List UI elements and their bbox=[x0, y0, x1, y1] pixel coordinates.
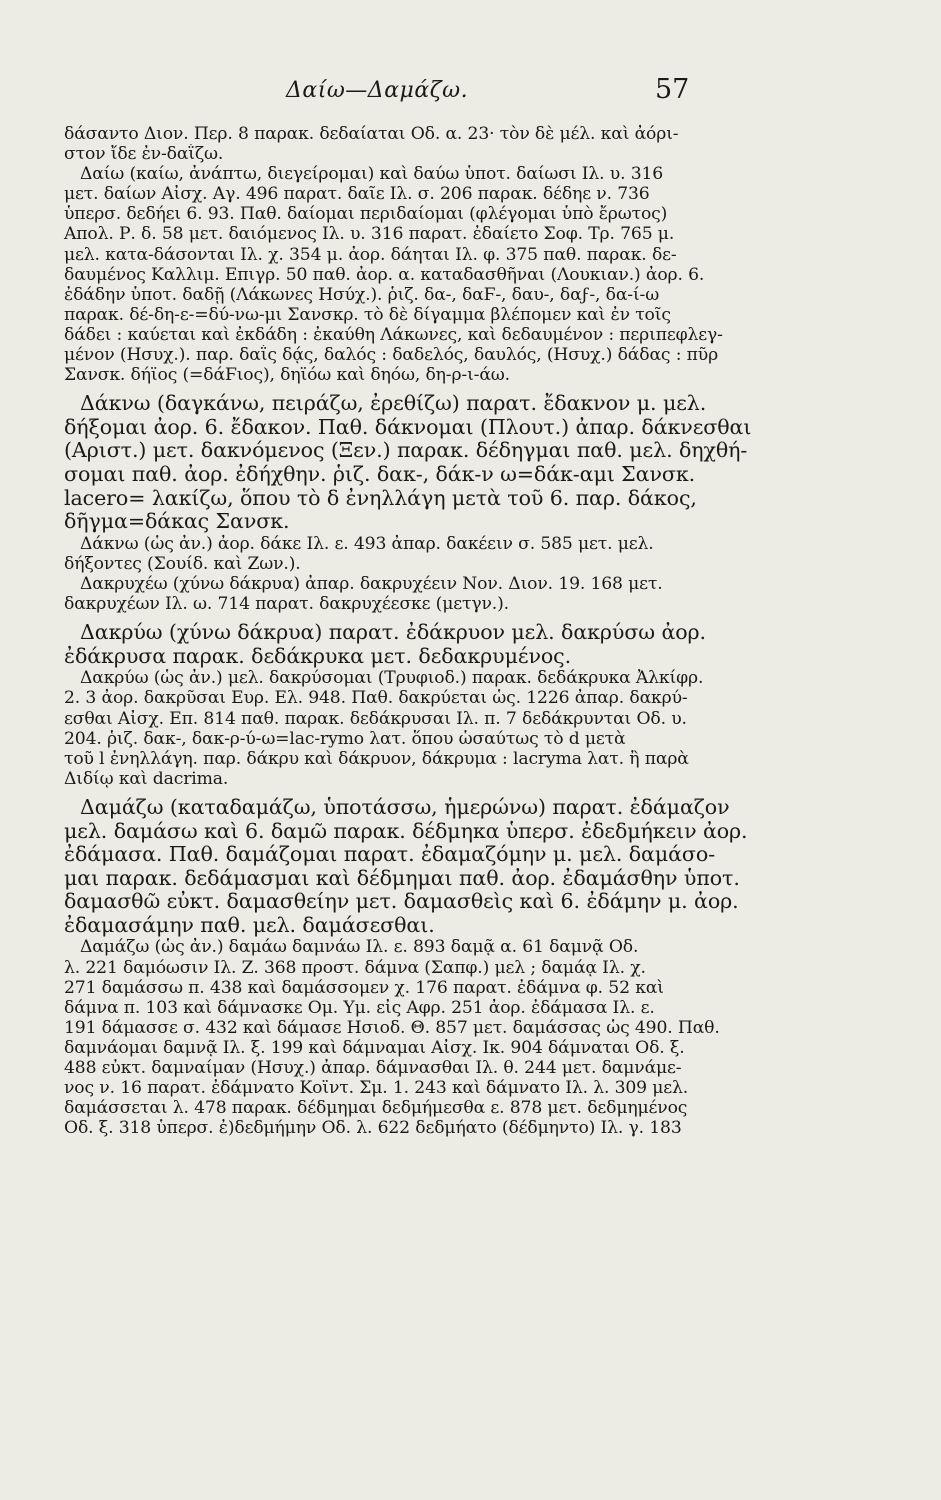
text-line: δήξομαι ἀορ. 6. ἔδακον. Παθ. δάκνομαι (Πλουτ.) ἀπαρ. δάκνεσθαι bbox=[64, 415, 752, 439]
text-line: μελ. κατα-δάσονται Ιλ. χ. 354 μ. ἀορ. δάηται Ιλ. φ. 375 παθ. παρακ. δε- bbox=[64, 244, 677, 265]
text-line: 2. 3 ἀορ. δακρῦσαι Ευρ. Ελ. 948. Παθ. δακρύεται ὡς. 1226 ἀπαρ. δακρύ- bbox=[64, 688, 688, 709]
entry-gap bbox=[60, 614, 922, 621]
entry-gap bbox=[60, 789, 922, 796]
text-line: 191 δάμασσε σ. 432 καὶ δάμασε Ησιοδ. Θ. 857 μετ. δαμάσσας ὡς 490. Παθ. bbox=[64, 1017, 720, 1038]
text-line: τοῦ l ἐνηλλάγη. παρ. δάκρυ καὶ δάκρυον, δάκρυμα : lacryma λατ. ἢ παρὰ bbox=[64, 748, 689, 769]
text-line: δάδει : καύεται καὶ ἐκδάδη : ἐκαύθη Λάκωνες, καὶ δεδαυμένον : περιπεφλεγ- bbox=[64, 324, 723, 345]
entry-first-line: Δακρύω (χύνω δάκρυα) παρατ. ἐδάκρυον μελ. δακρύσω ἀορ. bbox=[80, 621, 707, 645]
text-line: δαμάσσεται λ. 478 παρακ. δέδμημαι δεδμήμεσθα ε. 878 μετ. δεδμημένος bbox=[64, 1098, 688, 1119]
text-line: Διδίῳ καὶ dacrima. bbox=[64, 768, 229, 789]
entry-first-line: Δακρυχέω (χύνω δάκρυα) ἀπαρ. δακρυχέειν Νον. Διον. 19. 168 μετ. bbox=[80, 573, 663, 594]
text-line: μελ. δαμάσω καὶ 6. δαμῶ παρακ. δέδμηκα ὑπερσ. ἐδεδμήκειν ἀορ. bbox=[64, 819, 748, 843]
text-line: μετ. δαίων Αἰσχ. Αγ. 496 παρατ. δαῖε Ιλ. σ. 206 παρακ. δέδηε ν. 736 bbox=[64, 184, 650, 205]
entry-gap bbox=[60, 385, 922, 392]
text-line: 488 εὐκτ. δαμναίμαν (Ησυχ.) ἀπαρ. δάμνασθαι Ιλ. θ. 244 μετ. δαμνάμε- bbox=[64, 1058, 682, 1079]
text-line: δαυμένος Καλλιμ. Επιγρ. 50 παθ. ἀορ. α. καταδασθῆναι (Λουκιαν.) ἀορ. 6. bbox=[64, 264, 705, 285]
text-line: δῆγμα=δάκας Σανσκ. bbox=[64, 510, 290, 534]
entry-first-line: Δακρύω (ὡς ἀν.) μελ. δακρύσομαι (Τρυφιοδ.) παρακ. δεδάκρυκα Ἀλκίφρ. bbox=[80, 668, 704, 689]
text-line: δαμνάομαι δαμνᾷ Ιλ. ξ. 199 καὶ δάμναμαι Αἰσχ. Ικ. 904 δάμναται Οδ. ξ. bbox=[64, 1037, 685, 1058]
page-header bbox=[0, 74, 941, 118]
text-line: lacero= λακίζω, ὅπου τὸ δ ἐνηλλάγη μετὰ τοῦ 6. παρ. δάκος, bbox=[64, 486, 697, 510]
text-line: δαμασθῶ εὐκτ. δαμασθείην μετ. δαμασθεὶς καὶ 6. ἐδάμην μ. ἀορ. bbox=[64, 890, 739, 914]
text-line: ὑπερσ. δεδήει 6. 93. Παθ. δαίομαι περιδαίομαι (φλέγομαι ὑπὸ ἔρωτος) bbox=[64, 204, 668, 225]
text-line: Οδ. ξ. 318 ὑπερσ. ἐ)δεδμήμην Οδ. λ. 622 δεδμήατο (δέδμηντο) Ιλ. γ. 183 bbox=[64, 1118, 682, 1139]
text-line: στον ἴδε ἐν-δαΐζω. bbox=[64, 144, 224, 165]
text-line: ἐδαμασάμην παθ. μελ. δαμάσεσθαι. bbox=[64, 913, 435, 937]
page-body bbox=[60, 124, 922, 1138]
text-line: λ. 221 δαμόωσιν Ιλ. Ζ. 368 προστ. δάμνα (Σαπφ.) μελ ; δαμάᾳ Ιλ. χ. bbox=[64, 957, 646, 978]
text-line: δάμνα π. 103 καὶ δάμνασκε Ομ. Υμ. εἰς Αφρ. 251 ἀορ. ἐδάμασα Ιλ. ε. bbox=[64, 997, 655, 1018]
entry-first-line: Δάκνω (ὡς ἀν.) ἀορ. δάκε Ιλ. ε. 493 ἀπαρ. δακέειν σ. 585 μετ. μελ. bbox=[80, 533, 654, 554]
entry-first-line: Δάκνω (δαγκάνω, πειράζω, ἐρεθίζω) παρατ. ἔδακνον μ. μελ. bbox=[80, 392, 707, 416]
text-line: δήξοντες (Σουίδ. καὶ Ζων.). bbox=[64, 553, 301, 574]
entry-first-line: Δαμάζω (καταδαμάζω, ὑποτάσσω, ἡμερώνω) παρατ. ἐδάμαζον bbox=[80, 795, 730, 819]
entry-first-line: Δαμάζω (ὡς ἀν.) δαμάω δαμνάω Ιλ. ε. 893 δαμᾷ α. 61 δαμνᾷ Οδ. bbox=[80, 937, 639, 958]
text-line: 204. ῥιζ. δακ-, δακ-ρ-ύ-ω=lac-rymo λατ. ὅπου ὡσαύτως τὸ d μετὰ bbox=[64, 728, 626, 749]
text-line: παρακ. δέ-δη-ε-=δύ-νω-μι Σανσκρ. τὸ δὲ δίγαμμα βλέπομεν καὶ ἐν τοῖς bbox=[64, 304, 671, 325]
text-line: δάσαντο Διον. Περ. 8 παρακ. δεδαίαται Οδ. α. 23· τὸν δὲ μέλ. καὶ ἀόρι- bbox=[64, 124, 679, 144]
text-line: ἐδάδην ὑποτ. δαδῇ (Λάκωνες Ησύχ.). ῥιζ. δα-, δαϜ-, δαυ-, δαϝ-, δα-ί-ω bbox=[64, 284, 660, 305]
text-line: δακρυχέων Ιλ. ω. 714 παρατ. δακρυχέεσκε (μετγν.). bbox=[64, 594, 509, 615]
text-line: ἐδάμασα. Παθ. δαμάζομαι παρατ. ἐδαμαζόμην μ. μελ. δαμάσο- bbox=[64, 843, 716, 867]
entry-first-line: Δαίω (καίω, ἀνάπτω, διεγείρομαι) καὶ δαύω ὑποτ. δαίωσι Ιλ. υ. 316 bbox=[80, 164, 664, 185]
running-title: Δαίω—Δαμάζω. bbox=[286, 78, 469, 103]
text-line: Απολ. Ρ. δ. 58 μετ. δαιόμενος Ιλ. υ. 316 παρατ. ἐδαίετο Σοφ. Τρ. 765 μ. bbox=[64, 224, 675, 245]
text-line: ἐδάκρυσα παρακ. δεδάκρυκα μετ. δεδακρυμένος. bbox=[64, 644, 572, 668]
text-line: Σανσκ. δήϊος (=δάϜιος), δηϊόω καὶ δηόω, δη-ρ-ι-άω. bbox=[64, 365, 510, 386]
text-line: (Αριστ.) μετ. δακνόμενος (Ξεν.) παρακ. δέδηγμαι παθ. μελ. δηχθή- bbox=[64, 439, 748, 463]
text-line: εσθαι Αἰσχ. Επ. 814 παθ. παρακ. δεδάκρυσαι Ιλ. π. 7 δεδάκρυνται Οδ. υ. bbox=[64, 708, 687, 729]
page-number: 57 bbox=[655, 74, 690, 105]
text-line: σομαι παθ. ἀορ. ἐδήχθην. ῥιζ. δακ-, δάκ-ν ω=δάκ-αμι Σανσκ. bbox=[64, 463, 696, 486]
text-line: μαι παρακ. δεδάμασμαι καὶ δέδμημαι παθ. ἀορ. ἐδαμάσθην ὑποτ. bbox=[64, 866, 740, 890]
text-line: 271 δαμάσσω π. 438 καὶ δαμάσσομεν χ. 176 παρατ. ἐδάμνα φ. 52 καὶ bbox=[64, 977, 664, 998]
text-line: μένον (Ησυχ.). παρ. δαΐς δᾴς, δαλός : δαδελός, δαυλός, (Ησυχ.) δάδας : πῦρ bbox=[64, 345, 719, 366]
text-line: νος ν. 16 παρατ. ἐδάμνατο Κοϊντ. Σμ. 1. 243 καὶ δάμνατο Ιλ. λ. 309 μελ. bbox=[64, 1078, 689, 1099]
